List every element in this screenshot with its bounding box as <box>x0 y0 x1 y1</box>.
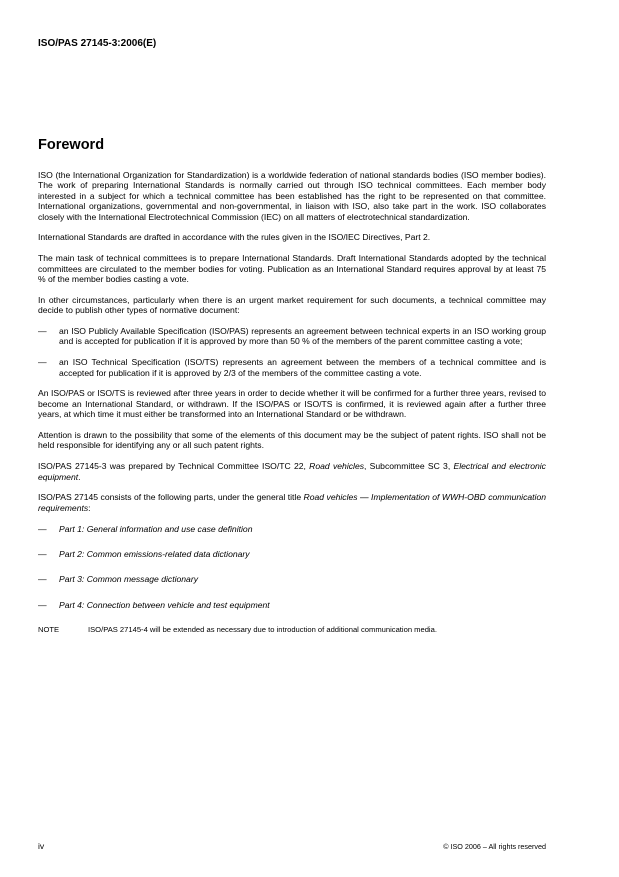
dash-bullet: — <box>38 357 47 368</box>
paragraph-iso-intro: ISO (the International Organization for Standardization) is a worldwide federation of national standards bodies (ISO member bodies). The work of preparing International Standards is normally carried out through ISO technical committees. Each member body interested in a subject for which a technical committee has been established has the right to be represented on that committee. International organizations, governmental and non-governmental, in liaison with ISO, also take part in the work. ISO collaborates closely with the International Electrotechnical Commission (IEC) on all matters of electrotechnical standardization. <box>38 170 546 222</box>
list-item-part <box>38 524 546 534</box>
text-segment: : <box>88 502 91 513</box>
list-item-ts <box>38 357 546 378</box>
parts-list <box>38 524 546 611</box>
italic-general-title: Road vehicles — Implementation of WWH-OBD communication requirements <box>38 492 547 513</box>
note-text: ISO/PAS 27145-4 will be extended as necessary due to introduction of additional communication media. <box>88 625 437 635</box>
list-item-text: an ISO Publicly Available Specification (ISO/PAS) represents an agreement between technical experts in an ISO working group and is accepted for publication if it is approved by more than 50 % of the members of the parent committee casting a vote; <box>59 326 546 347</box>
note <box>38 625 546 635</box>
list-item-text: an ISO Technical Specification (ISO/TS) represents an agreement between the members of a technical committee and is accepted for publication if it is approved by 2/3 of the members of the committee casting a vote. <box>59 357 546 378</box>
part-title: Part 3: Common message dictionary <box>59 574 198 585</box>
text-segment: , Subcommittee SC 3, <box>364 461 454 472</box>
paragraph-parts-intro <box>38 492 546 513</box>
dash-bullet: — <box>38 523 47 534</box>
page-number: iv <box>38 841 45 851</box>
copyright-notice: © ISO 2006 – All rights reserved <box>443 842 546 851</box>
part-title: Part 1: General information and use case definition <box>59 523 253 534</box>
paragraph-prepared-by <box>38 461 546 482</box>
dash-bullet: — <box>38 574 47 585</box>
document-header-id: ISO/PAS 27145-3:2006(E) <box>38 38 157 49</box>
dash-bullet: — <box>38 326 47 337</box>
part-title: Part 2: Common emissions-related data dictionary <box>59 549 250 560</box>
foreword-body <box>38 170 546 636</box>
paragraph-other-circumstances: In other circumstances, particularly when there is an urgent market requirement for such documents, a technical committee may decide to publish other types of normative document: <box>38 294 546 316</box>
list-item-part <box>38 549 546 559</box>
dash-bullet: — <box>38 549 47 560</box>
paragraph-main-task: The main task of technical committees is to prepare International Standards. Draft International Standards adopted by the technical committees are circulated to the member bodies for voting. Publication as an International Standard requires approval by at least 75 % of the member bodies casting a vote. <box>38 253 546 285</box>
list-item-part <box>38 574 546 584</box>
paragraph-review: An ISO/PAS or ISO/TS is reviewed after three years in order to decide whether it will be confirmed for a further three years, revised to become an International Standard, or withdrawn. If the ISO/PAS or ISO/TS is confirmed, it is reviewed again after a further three years, at which time it must either be transformed into an International Standard or be withdrawn. <box>38 388 546 420</box>
note-label: NOTE <box>38 625 60 635</box>
text-segment: ISO/PAS 27145 consists of the following parts, under the general title <box>38 492 304 503</box>
part-title: Part 4: Connection between vehicle and test equipment <box>59 599 270 610</box>
list-item-pas <box>38 326 546 347</box>
text-segment: . <box>78 471 81 482</box>
list-item-part <box>38 600 546 610</box>
italic-subcommittee-name: Electrical and electronic equipment <box>38 461 546 482</box>
paragraph-directives: International Standards are drafted in accordance with the rules given in the ISO/IEC Directives, Part 2. <box>38 232 431 243</box>
italic-committee-name: Road vehicles <box>309 461 365 472</box>
page-title: Foreword <box>38 137 105 153</box>
dash-bullet: — <box>38 599 47 610</box>
paragraph-patent: Attention is drawn to the possibility that some of the elements of this document may be the subject of patent rights. ISO shall not be held responsible for identifying any or all such patent rights. <box>38 430 546 451</box>
text-segment: ISO/PAS 27145-3 was prepared by Technical Committee ISO/TC 22, <box>38 461 310 472</box>
